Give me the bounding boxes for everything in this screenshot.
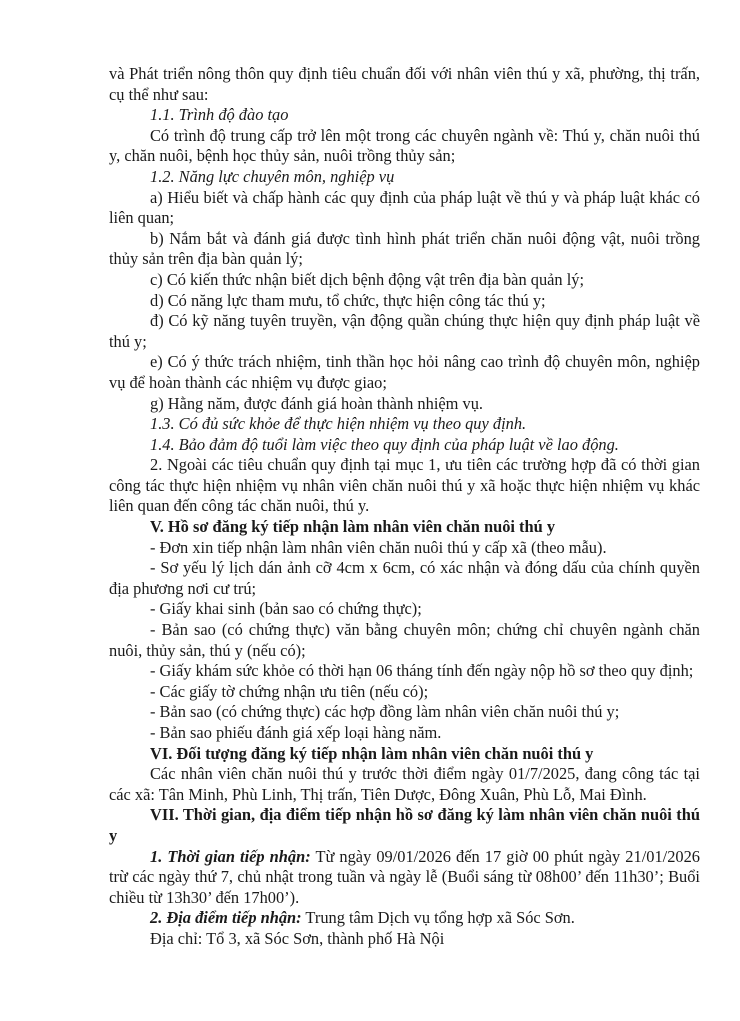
section-v-heading: V. Hồ sơ đăng ký tiếp nhận làm nhân viên chăn nuôi thú y	[150, 517, 556, 537]
reception-time-paragraph	[109, 847, 700, 909]
list-item: - Đơn xin tiếp nhận làm nhân viên chăn nuôi thú y cấp xã (theo mẫu).	[150, 537, 607, 557]
list-item: b) Nắm bắt và đánh giá được tình hình phát triển chăn nuôi động vật, nuôi trồng thủy sản trên địa bàn quản lý;	[109, 228, 700, 269]
list-item: - Sơ yếu lý lịch dán ảnh cỡ 4cm x 6cm, có xác nhận và đóng dấu của chính quyền địa phương nơi cư trú;	[109, 558, 700, 598]
paragraph: Các nhân viên chăn nuôi thú y trước thời điểm ngày 01/7/2025, đang công tác tại các xã: Tân Minh, Phù Linh, Thị trấn, Tiên Dược, Đông Xuân, Phù Lỗ, Mai Đình.	[109, 764, 700, 804]
section-1-3-heading: 1.3. Có đủ sức khỏe để thực hiện nhiệm vụ theo quy định.	[150, 414, 527, 434]
reception-time-label: 1. Thời gian tiếp nhận:	[150, 846, 311, 866]
section-1-4-heading: 1.4. Bảo đảm độ tuổi làm việc theo quy định của pháp luật về lao động.	[150, 434, 619, 454]
intro-paragraph: và Phát triển nông thôn quy định tiêu chuẩn đối với nhân viên thú y xã, phường, thị trấn, cụ thể như sau:	[109, 64, 700, 104]
list-item: - Các giấy tờ chứng nhận ưu tiên (nếu có);	[150, 681, 429, 701]
list-item: d) Có năng lực tham mưu, tổ chức, thực hiện công tác thú y;	[150, 290, 546, 310]
section-vi-heading: VI. Đối tượng đăng ký tiếp nhận làm nhân viên chăn nuôi thú y	[150, 743, 594, 763]
list-item: - Giấy khai sinh (bản sao có chứng thực);	[150, 599, 422, 619]
section-1-2-heading: 1.2. Năng lực chuyên môn, nghiệp vụ	[150, 166, 395, 186]
list-item: - Bản sao phiếu đánh giá xếp loại hàng năm.	[150, 723, 442, 742]
address-paragraph: Địa chỉ: Tổ 3, xã Sóc Sơn, thành phố Hà Nội	[150, 928, 445, 948]
reception-place-text: Trung tâm Dịch vụ tổng hợp xã Sóc Sơn.	[301, 908, 575, 928]
paragraph: Có trình độ trung cấp trở lên một trong các chuyên ngành về: Thú y, chăn nuôi thú y, chăn nuôi, bệnh học thủy sản, nuôi trồng thủy sản;	[109, 125, 700, 166]
list-item: a) Hiểu biết và chấp hành các quy định của pháp luật về thú y và pháp luật khác có liên quan;	[109, 187, 700, 228]
reception-place-paragraph	[109, 908, 700, 929]
list-item: - Giấy khám sức khỏe có thời hạn 06 tháng tính đến ngày nộp hồ sơ theo quy định;	[150, 661, 694, 681]
paragraph: 2. Ngoài các tiêu chuẩn quy định tại mục 1, ưu tiên các trường hợp đã có thời gian công tác thực hiện nhiệm vụ nhân viên chăn nuôi thú y xã hoặc thực hiện nhiệm vụ khác liên quan đến công tác chăn nuôi, thú y.	[109, 455, 700, 516]
list-item: - Bản sao (có chứng thực) văn bằng chuyên môn; chứng chỉ chuyên ngành chăn nuôi, thủy sản, thú y (nếu có);	[109, 620, 700, 660]
list-item: g) Hằng năm, được đánh giá hoàn thành nhiệm vụ.	[150, 393, 483, 413]
list-item: - Bản sao (có chứng thực) các hợp đồng làm nhân viên chăn nuôi thú y;	[150, 702, 620, 722]
list-item: đ) Có kỹ năng tuyên truyền, vận động quần chúng thực hiện quy định pháp luật về thú y;	[109, 311, 700, 351]
section-1-1-heading: 1.1. Trình độ đào tạo	[150, 105, 289, 125]
section-vii-heading: VII. Thời gian, địa điểm tiếp nhận hồ sơ đăng ký làm nhân viên chăn nuôi thú y	[109, 805, 700, 845]
list-item: c) Có kiến thức nhận biết dịch bệnh động vật trên địa bàn quản lý;	[150, 269, 585, 289]
reception-time-text: Từ ngày 09/01/2026 đến 17 giờ 00 phút ngày 21/01/2026 trừ các ngày thứ 7, chủ nhật trong tuần và ngày lễ (Buổi sáng từ 08h00’ đến 11h30’; Buổi chiều từ 13h30’ đến 17h00’).	[109, 846, 700, 907]
reception-place-label: 2. Địa điểm tiếp nhận:	[150, 908, 302, 928]
list-item: e) Có ý thức trách nhiệm, tinh thần học hỏi nâng cao trình độ chuyên môn, nghiệp vụ để hoàn thành các nhiệm vụ được giao;	[109, 352, 700, 392]
